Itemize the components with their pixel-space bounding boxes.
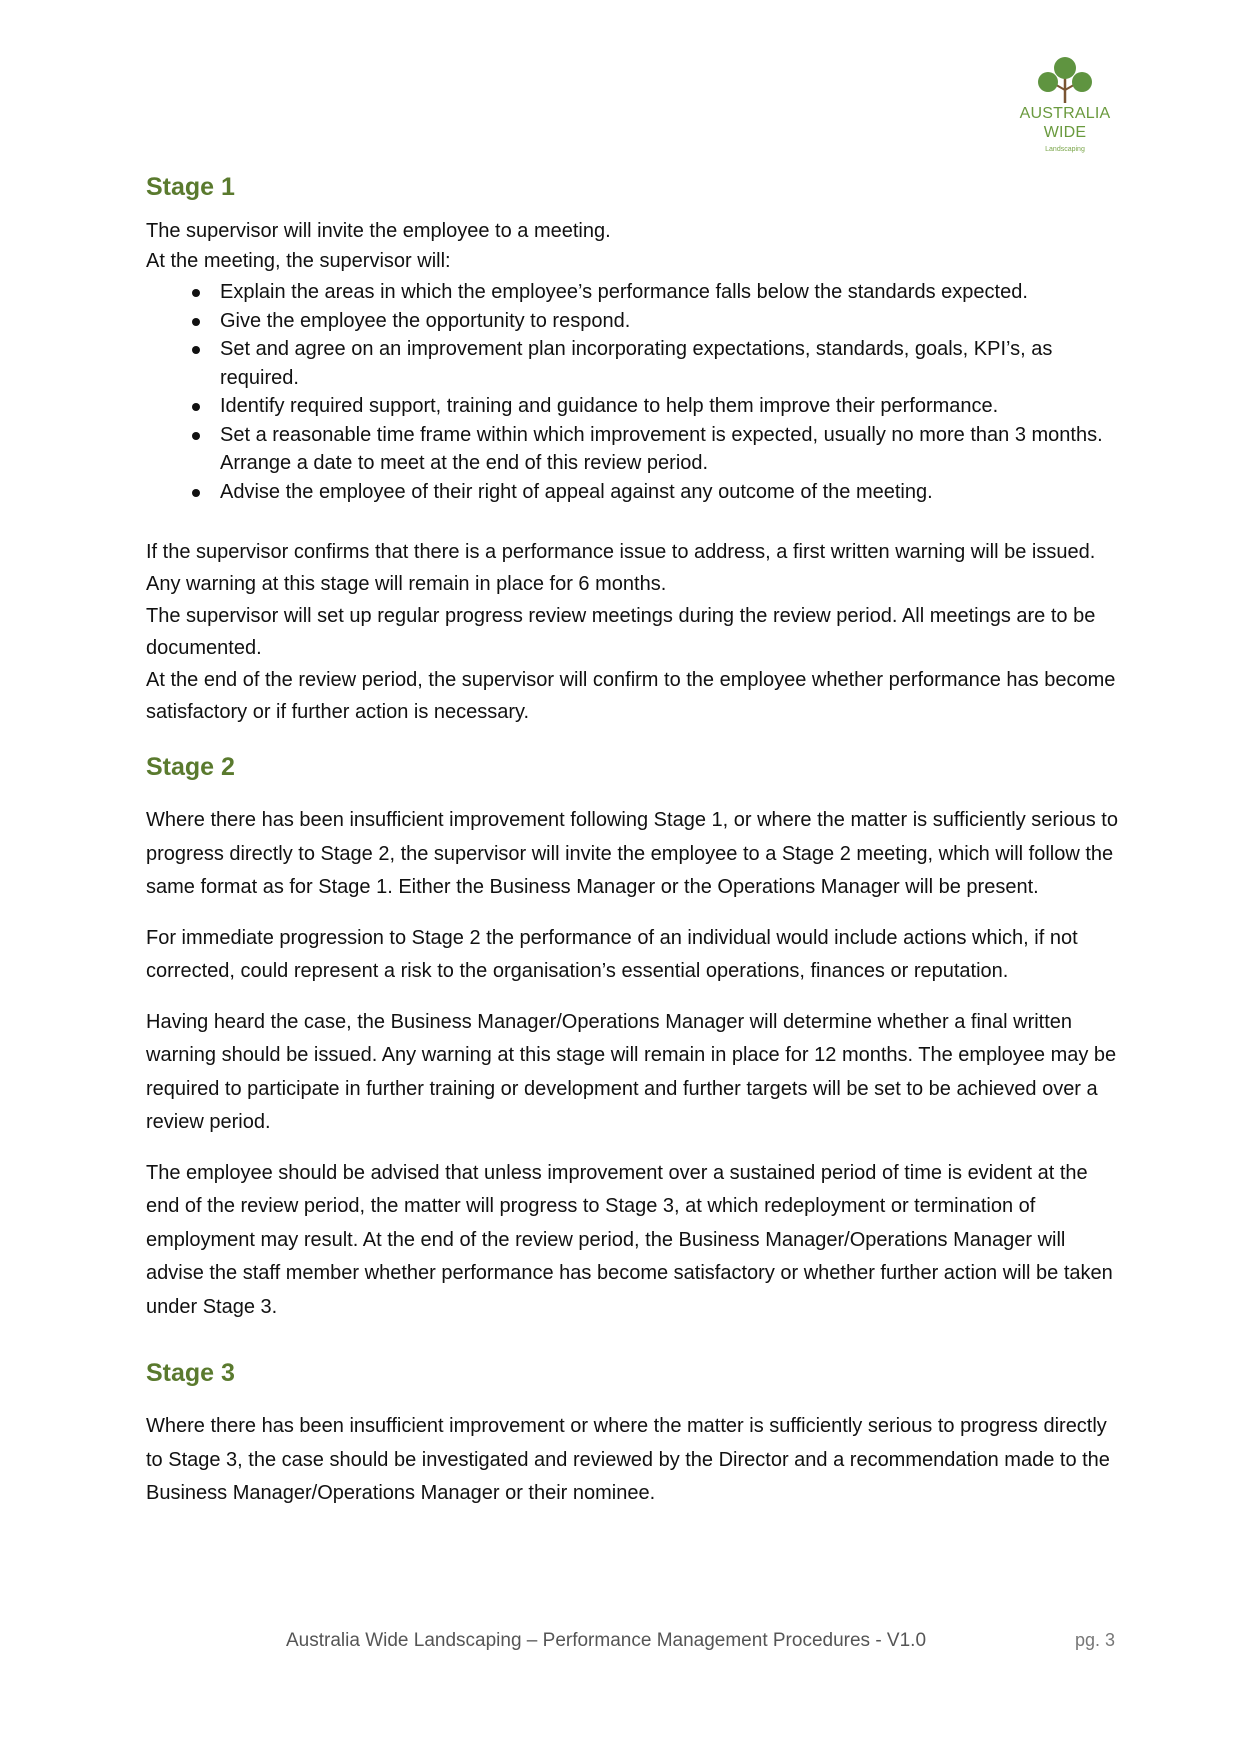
page-footer [0, 1630, 1241, 1660]
list-item: Advise the employee of their right of appeal against any outcome of the meeting. [146, 478, 1126, 507]
stage2-paragraph: The employee should be advised that unless improvement over a sustained period of time is evident at the end of the review period, the matter will progress to Stage 3, at which redeployment or termination of employment may result. At the end of the review period, the Business Manager/Operations Manager will advise the staff member whether performance has become satisfactory or whether further action will be taken under Stage 3. [146, 1161, 1113, 1318]
stage1-paragraph: If the supervisor confirms that there is a performance issue to address, a first written warning will be issued. Any warning at this stage will remain in place for 6 months. [146, 541, 1096, 595]
stage1-bullet-list [146, 278, 1126, 506]
stage2-paragraph: For immediate progression to Stage 2 the performance of an individual would include actions which, if not corrected, could represent a risk to the organisation’s essential operations, finances or reputation. [146, 926, 1078, 982]
footer-title: Australia Wide Landscaping – Performance Management Procedures - V1.0 [286, 1630, 927, 1651]
stage2-heading: Stage 2 [146, 753, 235, 781]
logo-text-line2: WIDE [1043, 124, 1087, 141]
page-number: pg. 3 [1075, 1630, 1116, 1650]
stage1-section [146, 172, 1126, 728]
company-logo [1010, 56, 1120, 156]
list-item: Explain the areas in which the employee’s performance falls below the standards expected. [146, 278, 1126, 307]
stage1-paragraph: At the end of the review period, the supervisor will confirm to the employee whether performance has become satisfactory or if further action is necessary. [146, 669, 1116, 723]
stage3-section [146, 1358, 1126, 1511]
logo-text-line3: Landscaping [1045, 146, 1085, 153]
list-item: Set and agree on an improvement plan incorporating expectations, standards, goals, KPI’s, as required. [146, 335, 1126, 392]
list-item: Give the employee the opportunity to respond. [146, 307, 1126, 336]
stage1-paragraph: The supervisor will set up regular progress review meetings during the review period. All meetings are to be documented. [146, 605, 1096, 659]
stage3-paragraph: Where there has been insufficient improvement or where the matter is sufficiently serious to progress directly to Stage 3, the case should be investigated and reviewed by the Director and a recommendation made to the Business Manager/Operations Manager or their nominee. [146, 1415, 1110, 1504]
document-body [146, 172, 1126, 1511]
stage1-intro1: The supervisor will invite the employee to a meeting. [146, 220, 611, 242]
logo-text-line1: AUSTRALIA [1019, 105, 1111, 122]
list-item: Set a reasonable time frame within which improvement is expected, usually no more than 3 months. Arrange a date to meet at the end of this review period. [146, 421, 1126, 478]
stage2-paragraph: Having heard the case, the Business Manager/Operations Manager will determine whether a final written warning should be issued. Any warning at this stage will remain in place for 12 months. The employee may be required to participate in further training or development and further targets will be set to be achieved over a review period. [146, 1010, 1117, 1133]
stage2-paragraph: Where there has been insufficient improvement following Stage 1, or where the matter is sufficiently serious to progress directly to Stage 2, the supervisor will invite the employee to a Stage 2 meeting, which will follow the same format as for Stage 1. Either the Business Manager or the Operations Manager will be present. [146, 809, 1118, 898]
stage3-heading: Stage 3 [146, 1359, 235, 1387]
tree-icon [1037, 56, 1093, 104]
list-item: Identify required support, training and guidance to help them improve their performance. [146, 392, 1126, 421]
stage2-section [146, 752, 1126, 1324]
stage1-intro2: At the meeting, the supervisor will: [146, 250, 451, 272]
stage1-heading: Stage 1 [146, 173, 235, 201]
